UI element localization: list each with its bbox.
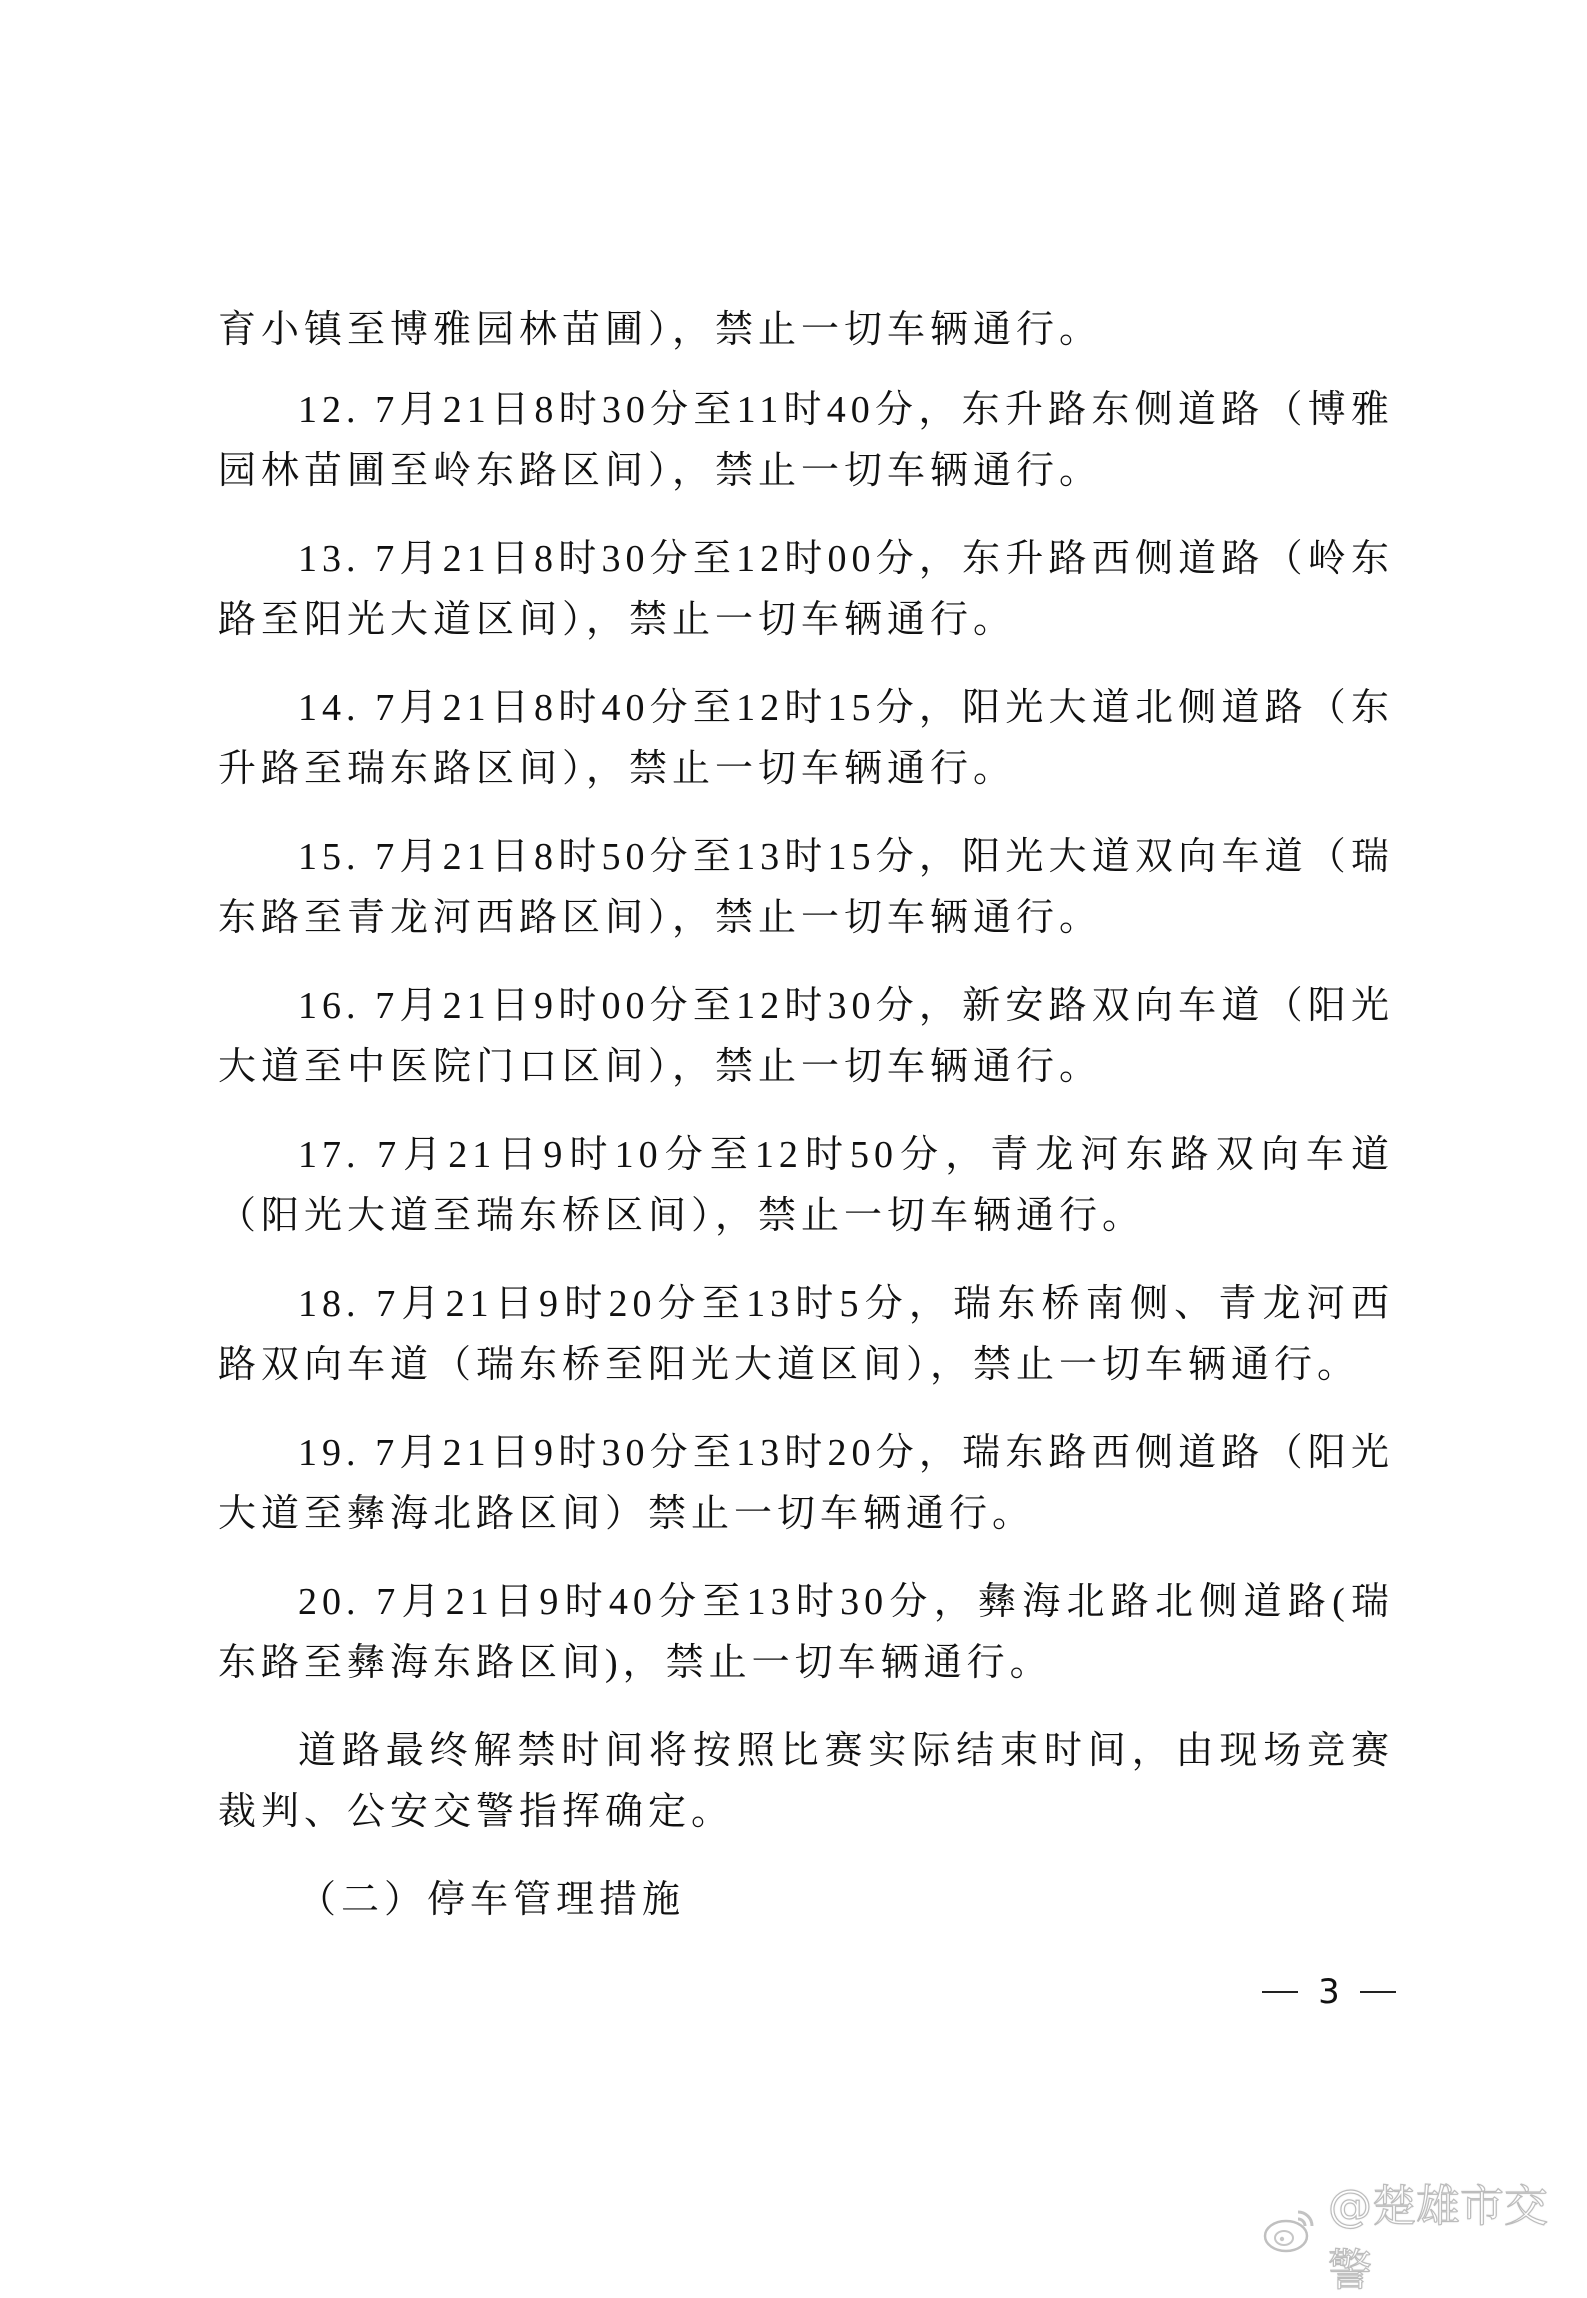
paragraph-item-20: 20. 7月21日9时40分至13时30分，彝海北路北侧道路(瑞东路至彝海东路区间)，禁止一切车辆通行。 (218, 1581, 1394, 1684)
watermark (1262, 2170, 1587, 2298)
paragraph-item-18: 18. 7月21日9时20分至13时5分，瑞东桥南侧、青龙河西路双向车道（瑞东桥至阳光大道区间），禁止一切车辆通行。 (218, 1283, 1394, 1386)
paragraph-item-11-continued: 育小镇至博雅园林苗圃），禁止一切车辆通行。 (218, 309, 1103, 351)
dash-right (1360, 1991, 1396, 1993)
dash-left (1262, 1991, 1298, 1993)
weibo-icon (1262, 2204, 1320, 2265)
page-number (1262, 1972, 1396, 2012)
paragraph-item-16: 16. 7月21日9时00分至12时30分，新安路双向车道（阳光大道至中医院门口区间），禁止一切车辆通行。 (218, 985, 1394, 1088)
page-number-value: 3 (1318, 1972, 1340, 2012)
paragraph-item-17: 17. 7月21日9时10分至12时50分，青龙河东路双向车道（阳光大道至瑞东桥区间），禁止一切车辆通行。 (218, 1134, 1394, 1237)
paragraph-item-14: 14. 7月21日8时40分至12时15分，阳光大道北侧道路（东升路至瑞东路区间），禁止一切车辆通行。 (218, 687, 1394, 790)
document-body (218, 300, 1394, 1931)
paragraph-item-15: 15. 7月21日8时50分至13时15分，阳光大道双向车道（瑞东路至青龙河西路区间），禁止一切车辆通行。 (218, 836, 1394, 939)
section-subheading: （二）停车管理措施 (298, 1879, 686, 1921)
watermark-text: @楚雄市交警 (1328, 2181, 1548, 2296)
paragraph-item-19: 19. 7月21日9时30分至13时20分，瑞东路西侧道路（阳光大道至彝海北路区间）禁止一切车辆通行。 (218, 1432, 1394, 1535)
paragraph-final-release: 道路最终解禁时间将按照比赛实际结束时间，由现场竞赛裁判、公安交警指挥确定。 (218, 1730, 1394, 1833)
paragraph-item-13: 13. 7月21日8时30分至12时00分，东升路西侧道路（岭东路至阳光大道区间），禁止一切车辆通行。 (218, 538, 1394, 641)
paragraph-item-12: 12. 7月21日8时30分至11时40分，东升路东侧道路（博雅园林苗圃至岭东路区间），禁止一切车辆通行。 (218, 389, 1394, 492)
